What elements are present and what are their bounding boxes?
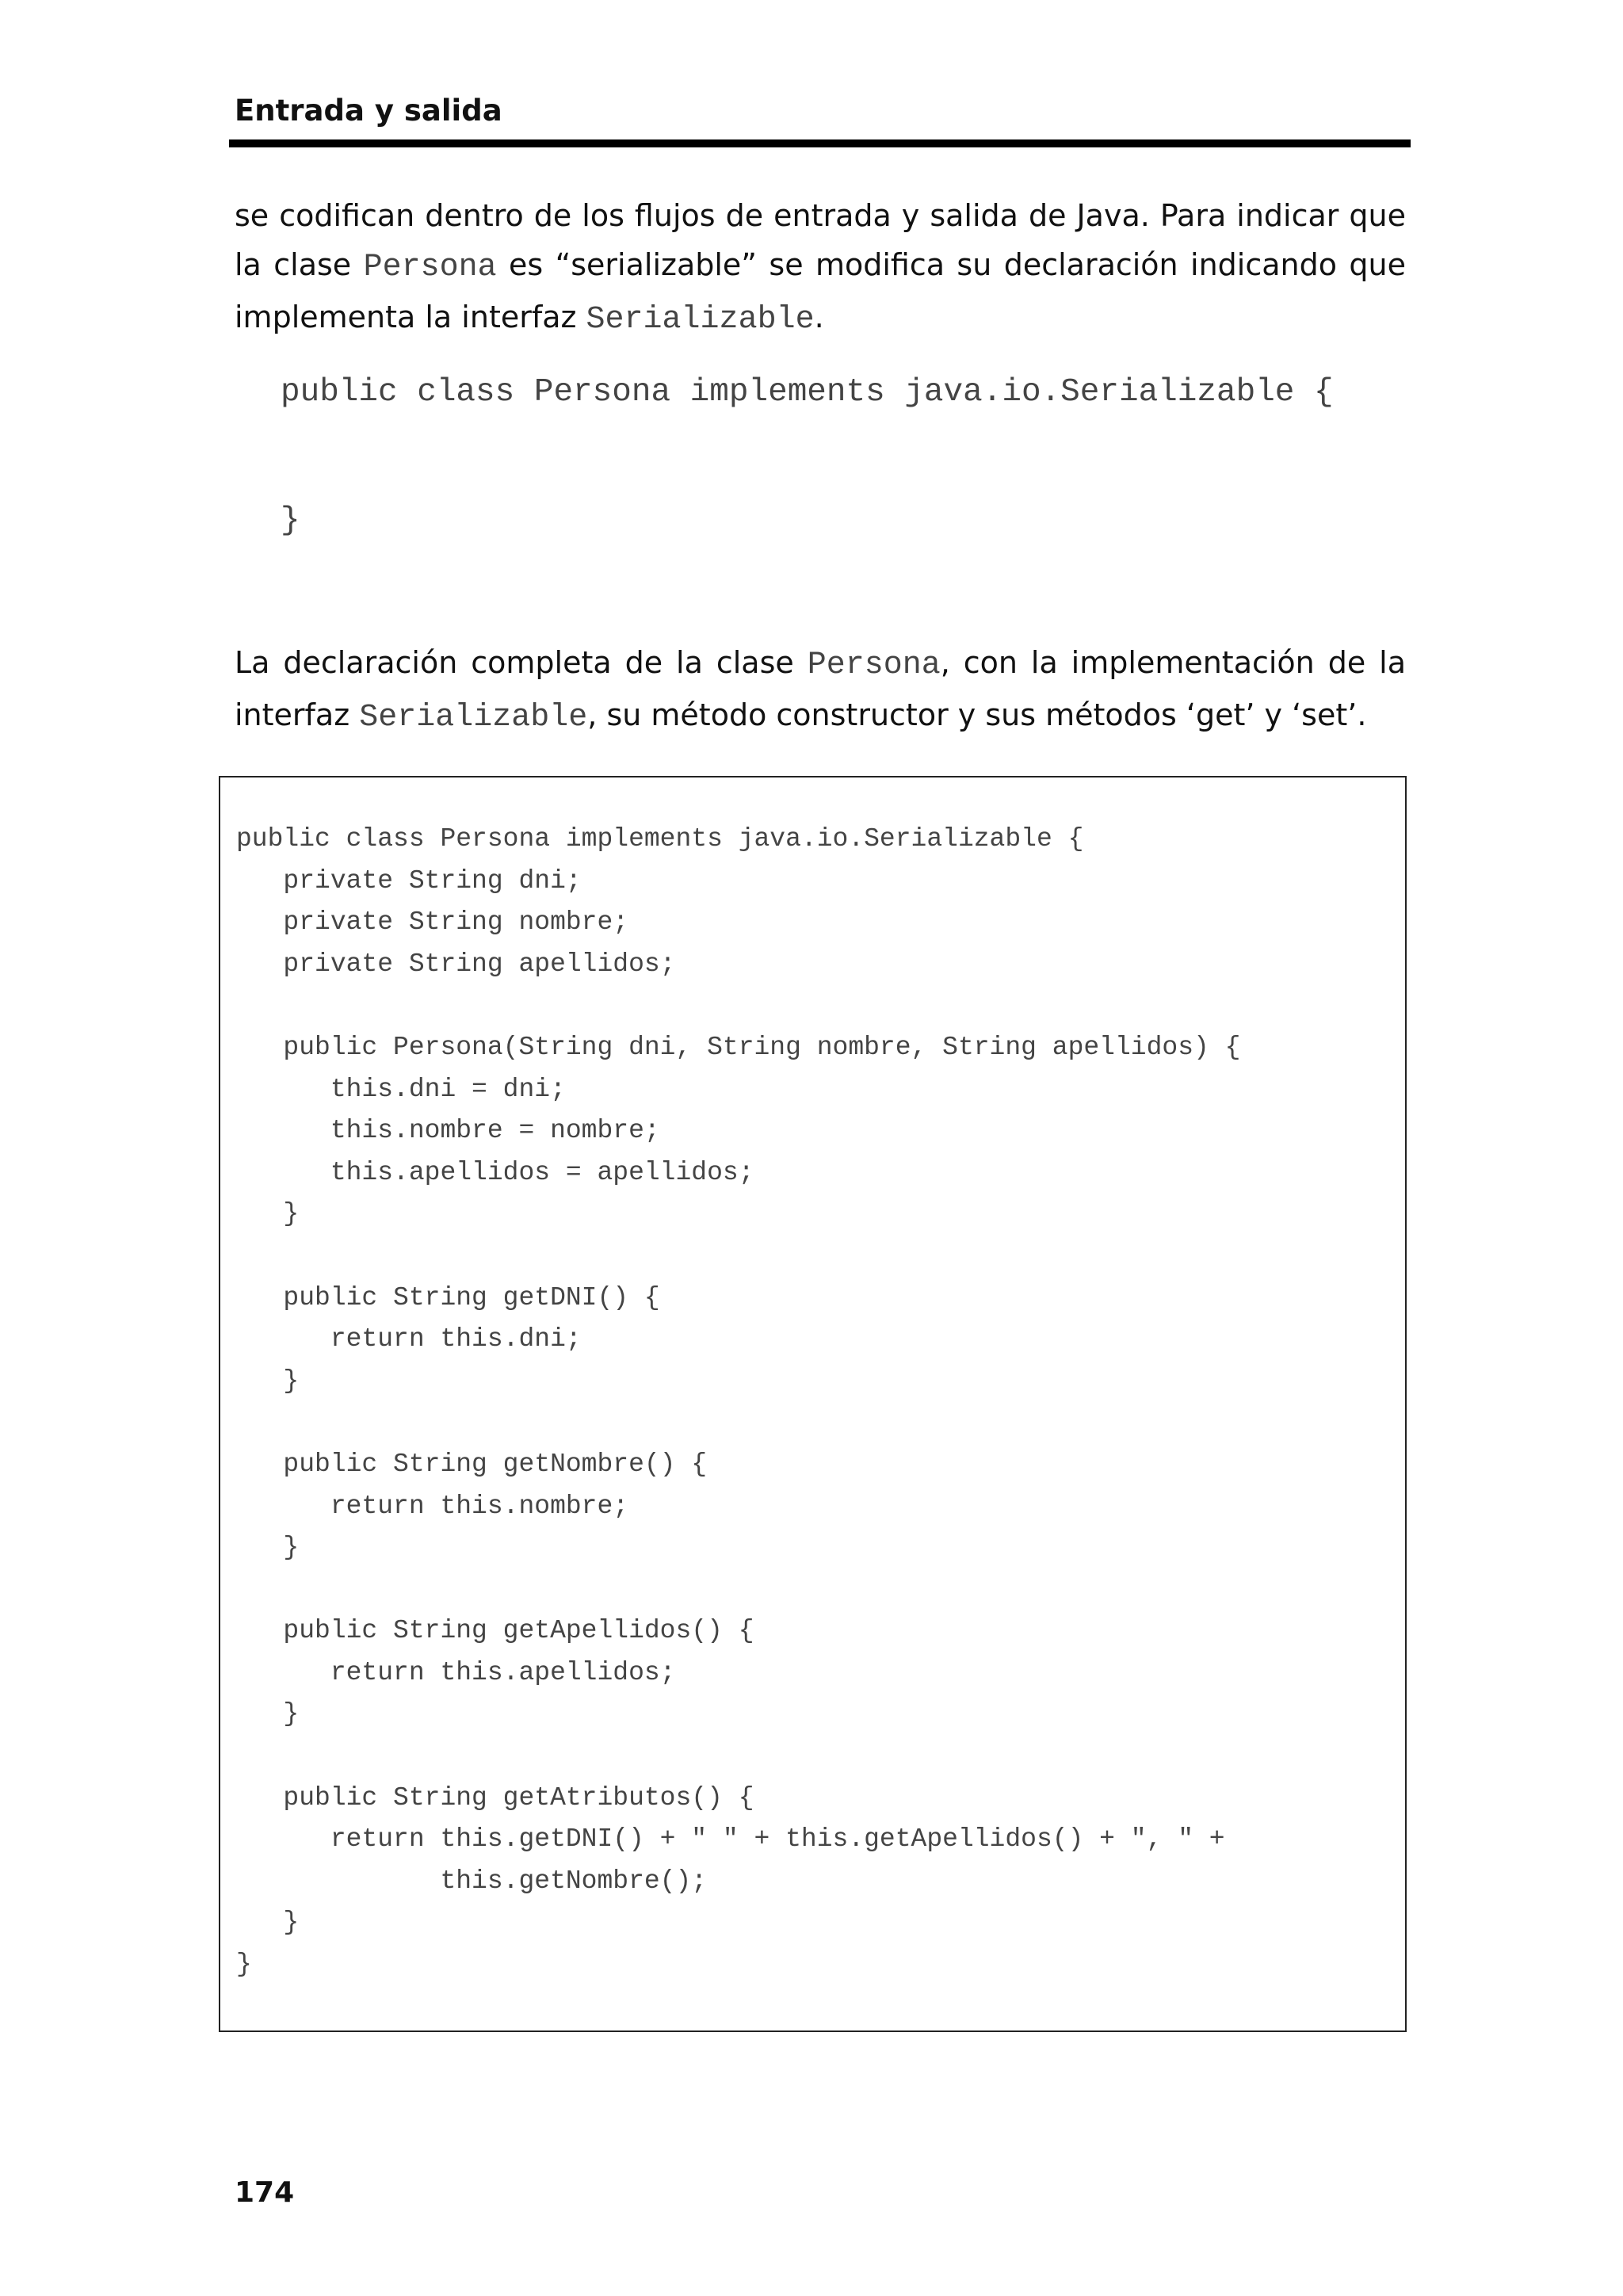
code-snippet-closing-brace: } [281,502,300,539]
code-listing-box [219,776,1407,2032]
paragraph-text: , con la implementación de la interfaz [235,645,1406,732]
paragraph-text: . [814,300,824,334]
paragraph-text: , su método constructor y sus métodos ‘get’ y ‘set’. [587,697,1367,732]
code-line [236,1569,1240,1611]
code-line: public Persona(String dni, String nombre, String apellidos) { [236,1032,1241,1062]
paragraph-text: La declaración completa de la clase [235,645,808,680]
code-line: } [236,1199,300,1229]
inline-code-persona: Persona [807,648,941,683]
paragraph-text: es “serializable” se modifica su declaración indicando que implementa la interfaz [235,247,1406,334]
code-line [236,1402,1240,1444]
code-line: return this.nombre; [236,1491,629,1521]
code-line: return this.dni; [236,1324,582,1354]
running-header: Entrada y salida [235,94,502,128]
paragraph-serializable-intro [235,191,1406,345]
page-number: 174 [235,2176,295,2209]
code-line: public String getNombre() { [236,1449,708,1479]
code-line: this.apellidos = apellidos; [236,1157,754,1187]
code-line: private String dni; [236,865,582,896]
code-line: private String nombre; [236,907,629,938]
code-line: private String apellidos; [236,949,676,979]
code-line: } [236,1533,300,1563]
code-line: return this.getDNI() + " " + this.getApellidos() + ", " + [236,1824,1225,1855]
paragraph-text: se codifican dentro de los flujos de entrada y salida de Java. Para indicar que la clase [235,198,1406,282]
code-line: this.getNombre(); [236,1866,708,1896]
code-line: this.nombre = nombre; [236,1116,660,1146]
code-line: } [236,1366,300,1396]
code-line [236,1236,1240,1278]
code-line: public String getApellidos() { [236,1616,754,1646]
code-line: return this.apellidos; [236,1657,676,1687]
header-rule [229,139,1411,147]
code-line: public String getDNI() { [236,1282,660,1312]
code-line: } [236,1950,252,1980]
code-line: public class Persona implements java.io.Serializable { [236,824,1084,854]
code-snippet-class-declaration: public class Persona implements java.io.Serializable { [281,374,1334,411]
code-listing [236,819,1240,1986]
inline-code-persona: Persona [363,250,497,285]
inline-code-serializable: Serializable [359,700,588,735]
code-line: this.dni = dni; [236,1074,566,1104]
code-line: public String getAtributos() { [236,1782,754,1813]
inline-code-serializable: Serializable [586,302,815,338]
paragraph-full-declaration [235,638,1406,743]
code-line [236,1736,1240,1778]
code-line: } [236,1699,300,1729]
code-line: } [236,1908,300,1938]
code-line [236,985,1240,1027]
